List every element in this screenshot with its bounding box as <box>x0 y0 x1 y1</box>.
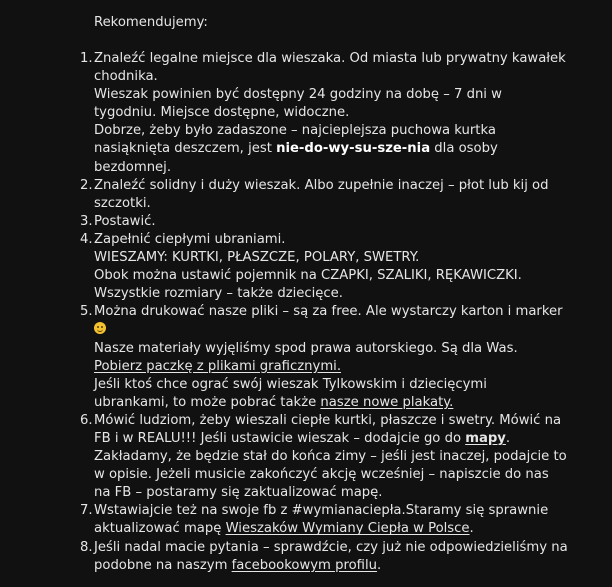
list-item <box>80 50 598 177</box>
step-text: bezdomnej. <box>94 159 172 175</box>
list-number: 4. <box>80 231 93 247</box>
step-text: Zapełnić ciepłymi ubraniami. <box>94 231 286 247</box>
step-text: Wieszak powinien być dostępny 24 godziny na dobę – 7 dni w <box>94 87 502 103</box>
step-text: Obok można ustawić pojemnik na CZAPKI, SZALIKI, RĘKAWICZKI. <box>94 268 522 284</box>
list-item <box>80 502 598 538</box>
list-number: 2. <box>80 177 93 193</box>
step-text: na FB – postaramy się zaktualizować mapę. <box>94 485 383 501</box>
step-text: dla osoby <box>430 141 498 157</box>
list-item <box>80 412 598 502</box>
list-number: 8. <box>80 539 93 555</box>
step-text-line <box>94 430 598 448</box>
list-item <box>80 539 598 575</box>
step-text-line <box>94 358 598 376</box>
step-text: Znaleźć legalne miejsce dla wieszaka. Od miasta lub prywatny kawałek <box>94 51 566 66</box>
smiley-icon <box>94 322 106 334</box>
step-text: Jeśli nadal macie pytania – sprawdźcie, czy już nie odpowiedzieliśmy na <box>94 539 568 555</box>
list-number: 6. <box>80 412 93 428</box>
step-text: Znaleźć solidny i duży wieszak. Albo zupełnie inaczej – płot lub kij od <box>94 177 549 193</box>
step-text: szczotki. <box>94 195 151 211</box>
step-text: w opisie. Jeżeli musicie zakończyć akcję wcześniej – napiszcie do nas <box>94 467 549 483</box>
step-text: chodnika. <box>94 69 158 85</box>
step-text: tygodniu. Miejsce dostępne, widoczne. <box>94 105 350 121</box>
step-text: WIESZAMY: KURTKI, PŁASZCZE, POLARY, SWETRY. <box>94 250 420 266</box>
step-text: FB i w REALU!!! Jeśli ustawicie wieszak – dodajcie go do <box>94 430 466 446</box>
intro-heading: Rekomendujemy: <box>94 15 208 30</box>
map-link[interactable]: mapy <box>465 430 506 446</box>
step-text: Zakładamy, że będzie stał do końca zimy – jeśli jest inaczej, podajcie to <box>94 449 567 465</box>
step-text: podobne na naszym <box>94 557 232 573</box>
new-posters-link[interactable]: nasze nowe plakaty. <box>320 394 454 410</box>
list-number: 3. <box>80 213 93 229</box>
step-text-line <box>94 394 598 412</box>
step-text: Wszystkie rozmiary – także dziecięce. <box>94 286 343 302</box>
download-graphics-link[interactable]: Pobierz paczkę z plikami graficznymi. <box>94 358 342 374</box>
step-text: Dobrze, żeby było zadaszone – najcieplejsza puchowa kurtka <box>94 123 496 139</box>
step-text: ubrankami, to może pobrać także <box>94 394 321 410</box>
heat-exchange-map-link[interactable]: Wieszaków Wymiany Ciepła w Polsce <box>225 521 470 537</box>
step-text: . <box>505 430 511 446</box>
step-text: Postawić. <box>94 213 156 229</box>
smiley-mouth <box>97 329 103 332</box>
list-number: 5. <box>80 304 93 320</box>
list-number: 1. <box>80 51 93 66</box>
step-text-line <box>94 140 598 158</box>
list-item <box>80 213 598 231</box>
step-text: Nasze materiały wyjęliśmy spod prawa autorskiego. Są dla Was. <box>94 340 518 356</box>
step-text: Wstawiajcie też na swoje fb z #wymianaciepła.Staramy się sprawnie <box>94 503 549 519</box>
list-number: 7. <box>80 503 93 519</box>
recommendations-list <box>80 50 598 575</box>
step-text: . <box>376 557 382 573</box>
step-text: . <box>469 521 474 537</box>
list-item <box>80 231 598 303</box>
list-item <box>80 303 598 412</box>
step-text: nasiąknięta deszczem, jest <box>94 141 277 157</box>
emphasis-text: nie-do-wy-su-sze-nia <box>276 141 431 157</box>
step-text-line <box>94 520 598 538</box>
step-text: Można drukować nasze pliki – są za free. Ale wystarczy karton i marker <box>94 304 563 320</box>
step-text: aktualizować mapę <box>94 521 226 537</box>
step-text-line <box>94 321 598 339</box>
step-text: Mówić ludziom, żeby wieszali ciepłe kurtki, płaszcze i swetry. Mówić na <box>94 412 562 428</box>
step-text-line <box>94 557 598 575</box>
step-text: Jeśli ktoś chce ograć swój wieszak Tylkowskim i dziecięcymi <box>94 376 487 392</box>
facebook-profile-link[interactable]: facebookowym profilu <box>231 557 377 573</box>
list-item <box>80 177 598 213</box>
